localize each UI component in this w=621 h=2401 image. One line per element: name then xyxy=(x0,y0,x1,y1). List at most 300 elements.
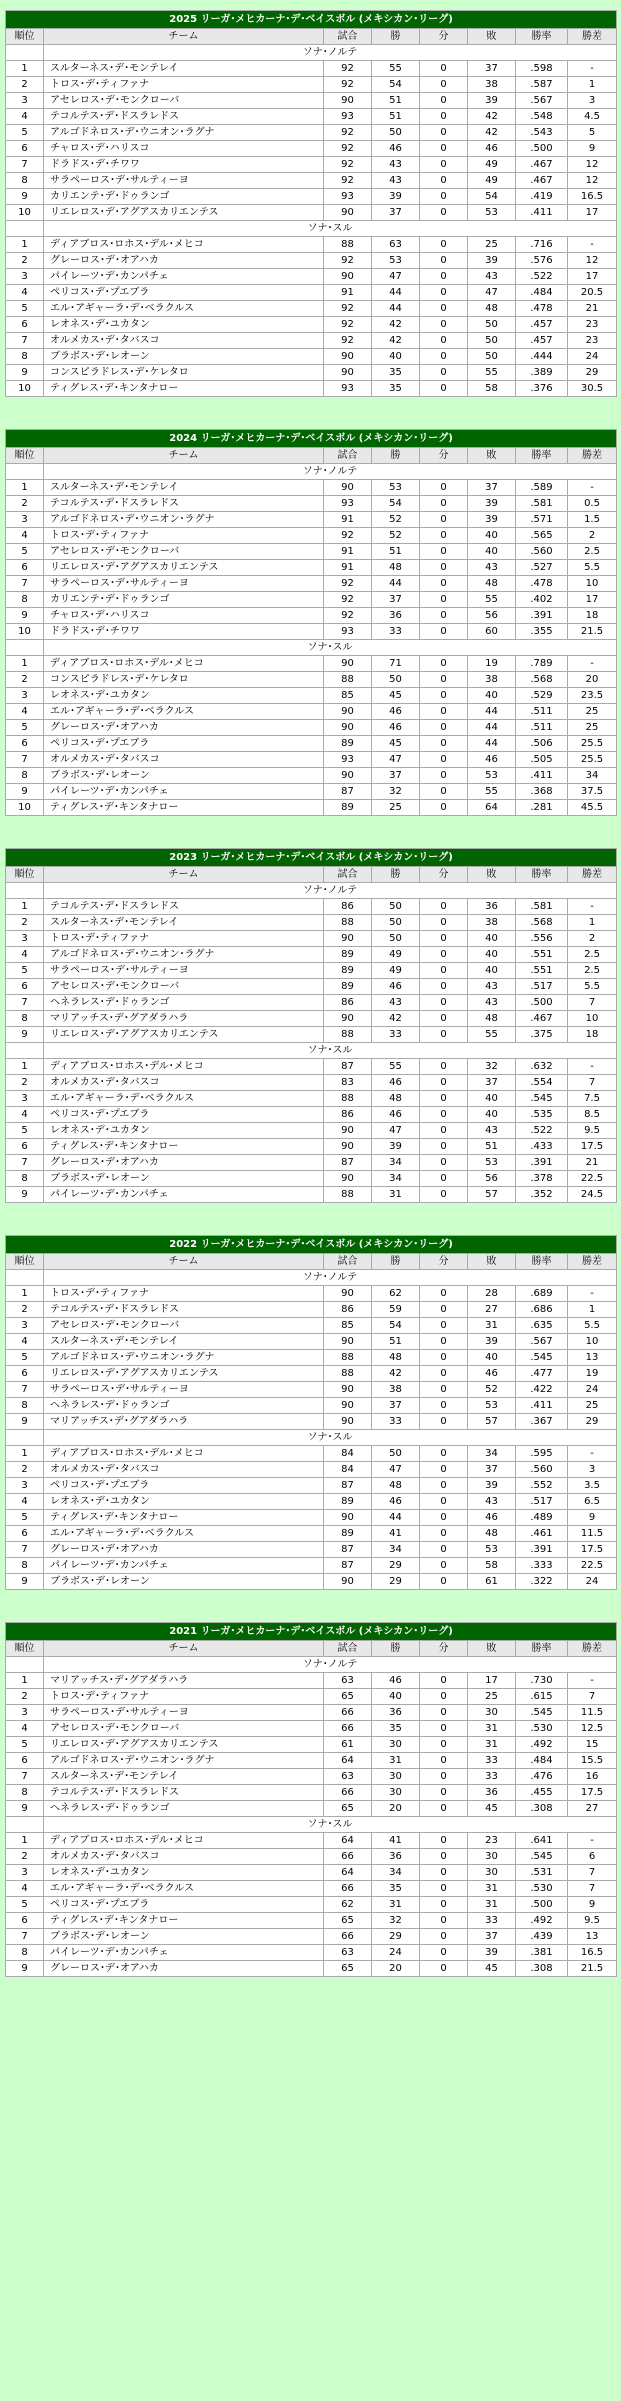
division-row xyxy=(6,221,617,237)
stat-cell: 30 xyxy=(372,1785,420,1801)
stat-cell: 9.5 xyxy=(568,1123,617,1139)
stat-cell: 0 xyxy=(420,1558,468,1574)
stat-cell: .308 xyxy=(516,1801,568,1817)
stat-cell: 37 xyxy=(468,480,516,496)
stat-cell: 0 xyxy=(420,1462,468,1478)
stat-cell: 59 xyxy=(372,1302,420,1318)
team-name: カリエンテ･デ･ドゥランゴ xyxy=(44,592,324,608)
stat-cell: 0 xyxy=(420,496,468,512)
column-header: 試合 xyxy=(324,448,372,464)
team-name: パイレーツ･デ･カンパチェ xyxy=(44,784,324,800)
stat-cell: .522 xyxy=(516,269,568,285)
team-name: アセレロス･デ･モンクローバ xyxy=(44,544,324,560)
stat-cell: 8 xyxy=(6,173,44,189)
stat-cell: 40 xyxy=(468,963,516,979)
team-name: ディアブロス･ロホス･デル･メヒコ xyxy=(44,1059,324,1075)
column-header: 順位 xyxy=(6,867,44,883)
division-spacer xyxy=(6,45,44,61)
table-row xyxy=(6,189,617,205)
team-name: レオネス･デ･ユカタン xyxy=(44,1494,324,1510)
team-name: レオネス･デ･ユカタン xyxy=(44,317,324,333)
stat-cell: 8 xyxy=(6,1945,44,1961)
team-name: ドラドス･デ･チワワ xyxy=(44,157,324,173)
stat-cell: 38 xyxy=(468,672,516,688)
stat-cell: .641 xyxy=(516,1833,568,1849)
stat-cell: - xyxy=(568,1059,617,1075)
team-name: レオネス･デ･ユカタン xyxy=(44,1123,324,1139)
stat-cell: 1 xyxy=(6,1286,44,1302)
team-name: ディアブロス･ロホス･デル･メヒコ xyxy=(44,1833,324,1849)
stat-cell: 84 xyxy=(324,1462,372,1478)
stat-cell: 45.5 xyxy=(568,800,617,816)
team-name: コンスピラドレス･デ･ケレタロ xyxy=(44,365,324,381)
table-row xyxy=(6,1865,617,1881)
stat-cell: 35 xyxy=(372,365,420,381)
stat-cell: .571 xyxy=(516,512,568,528)
stat-cell: - xyxy=(568,1673,617,1689)
table-row xyxy=(6,1753,617,1769)
table-row xyxy=(6,349,617,365)
stat-cell: 88 xyxy=(324,1187,372,1203)
stat-cell: 46 xyxy=(372,1673,420,1689)
stat-cell: 30 xyxy=(468,1705,516,1721)
stat-cell: 55 xyxy=(372,61,420,77)
stat-cell: 23.5 xyxy=(568,688,617,704)
stat-cell: 3 xyxy=(6,931,44,947)
team-name: マリアッチス･デ･グアダラハラ xyxy=(44,1414,324,1430)
team-name: サラペーロス･デ･サルティーヨ xyxy=(44,963,324,979)
team-name: グレーロス･デ･オアハカ xyxy=(44,1155,324,1171)
column-header: 勝率 xyxy=(516,448,568,464)
stat-cell: .433 xyxy=(516,1139,568,1155)
team-name: オルメカス･デ･タバスコ xyxy=(44,1462,324,1478)
column-header: 順位 xyxy=(6,1641,44,1657)
stat-cell: 48 xyxy=(372,560,420,576)
stat-cell: 0 xyxy=(420,979,468,995)
stat-cell: 34 xyxy=(568,768,617,784)
stat-cell: 11.5 xyxy=(568,1526,617,1542)
stat-cell: 0 xyxy=(420,301,468,317)
table-row xyxy=(6,301,617,317)
stat-cell: 0 xyxy=(420,1913,468,1929)
division-spacer xyxy=(6,883,44,899)
stat-cell: 93 xyxy=(324,624,372,640)
stat-cell: 1 xyxy=(6,1673,44,1689)
table-row xyxy=(6,1801,617,1817)
stat-cell: 25 xyxy=(568,704,617,720)
stat-cell: 54 xyxy=(372,77,420,93)
stat-cell: 6 xyxy=(6,1366,44,1382)
stat-cell: 5.5 xyxy=(568,979,617,995)
stat-cell: 42 xyxy=(372,317,420,333)
stat-cell: .589 xyxy=(516,480,568,496)
division-spacer xyxy=(6,640,44,656)
stat-cell: 0 xyxy=(420,1059,468,1075)
stat-cell: 17.5 xyxy=(568,1139,617,1155)
stat-cell: 37 xyxy=(372,205,420,221)
stat-cell: 38 xyxy=(468,77,516,93)
column-header: 勝差 xyxy=(568,448,617,464)
stat-cell: 91 xyxy=(324,560,372,576)
stat-cell: 39 xyxy=(468,253,516,269)
stat-cell: 6 xyxy=(6,1913,44,1929)
team-name: トロス･デ･ティファナ xyxy=(44,528,324,544)
stat-cell: 45 xyxy=(372,688,420,704)
stat-cell: 0 xyxy=(420,947,468,963)
division-row xyxy=(6,640,617,656)
stat-cell: 34 xyxy=(372,1865,420,1881)
stat-cell: 10 xyxy=(568,1011,617,1027)
table-row xyxy=(6,333,617,349)
stat-cell: 65 xyxy=(324,1913,372,1929)
stat-cell: 6 xyxy=(6,1139,44,1155)
stat-cell: 46 xyxy=(468,141,516,157)
stat-cell: .467 xyxy=(516,1011,568,1027)
stat-cell: 52 xyxy=(372,528,420,544)
stat-cell: 0 xyxy=(420,109,468,125)
stat-cell: 87 xyxy=(324,1558,372,1574)
team-name: ティグレス･デ･キンタナロー xyxy=(44,381,324,397)
team-name: トロス･デ･ティファナ xyxy=(44,931,324,947)
stat-cell: 0 xyxy=(420,349,468,365)
division-name: ソナ･ノルテ xyxy=(44,464,617,480)
column-header: 試合 xyxy=(324,1641,372,1657)
stat-cell: 87 xyxy=(324,784,372,800)
stat-cell: 90 xyxy=(324,931,372,947)
stat-cell: .422 xyxy=(516,1382,568,1398)
stat-cell: 11.5 xyxy=(568,1705,617,1721)
stat-cell: 30 xyxy=(468,1865,516,1881)
team-name: ドラドス･デ･チワワ xyxy=(44,624,324,640)
stat-cell: 90 xyxy=(324,704,372,720)
stat-cell: 50 xyxy=(372,899,420,915)
stat-cell: 63 xyxy=(324,1945,372,1961)
stat-cell: 5 xyxy=(6,125,44,141)
stat-cell: 8 xyxy=(6,1398,44,1414)
stat-cell: 55 xyxy=(468,365,516,381)
stat-cell: 41 xyxy=(372,1833,420,1849)
stat-cell: 55 xyxy=(468,592,516,608)
stat-cell: 43 xyxy=(468,269,516,285)
stat-cell: 40 xyxy=(468,1107,516,1123)
stat-cell: 2 xyxy=(6,1689,44,1705)
stat-cell: 24 xyxy=(372,1945,420,1961)
stat-cell: 9 xyxy=(568,1510,617,1526)
stat-cell: 92 xyxy=(324,77,372,93)
stat-cell: 10 xyxy=(6,205,44,221)
stat-cell: 90 xyxy=(324,768,372,784)
stat-cell: 9 xyxy=(6,1801,44,1817)
division-row xyxy=(6,464,617,480)
stat-cell: 37 xyxy=(468,1929,516,1945)
stat-cell: 18 xyxy=(568,1027,617,1043)
stat-cell: 0 xyxy=(420,253,468,269)
stat-cell: 0 xyxy=(420,1382,468,1398)
stat-cell: 5 xyxy=(6,1897,44,1913)
stat-cell: 55 xyxy=(468,1027,516,1043)
column-header: 分 xyxy=(420,448,468,464)
stat-cell: 66 xyxy=(324,1721,372,1737)
table-row xyxy=(6,1091,617,1107)
stat-cell: .545 xyxy=(516,1091,568,1107)
stat-cell: 49 xyxy=(468,173,516,189)
stat-cell: 47 xyxy=(372,752,420,768)
table-row xyxy=(6,784,617,800)
team-name: パイレーツ･デ･カンパチェ xyxy=(44,1187,324,1203)
stat-cell: 48 xyxy=(468,1526,516,1542)
stat-cell: .368 xyxy=(516,784,568,800)
team-name: レオネス･デ･ユカタン xyxy=(44,688,324,704)
stat-cell: 6 xyxy=(6,141,44,157)
stat-cell: 0 xyxy=(420,560,468,576)
stat-cell: 88 xyxy=(324,237,372,253)
stat-cell: 8.5 xyxy=(568,1107,617,1123)
team-name: サラペーロス･デ･サルティーヨ xyxy=(44,576,324,592)
stat-cell: 55 xyxy=(372,1059,420,1075)
stat-cell: .411 xyxy=(516,205,568,221)
team-name: テコルテス･デ･ドスラレドス xyxy=(44,109,324,125)
stat-cell: 7 xyxy=(6,1929,44,1945)
stat-cell: .492 xyxy=(516,1737,568,1753)
stat-cell: 2 xyxy=(6,1462,44,1478)
table-row xyxy=(6,736,617,752)
stat-cell: .467 xyxy=(516,157,568,173)
stat-cell: .535 xyxy=(516,1107,568,1123)
column-header: 勝率 xyxy=(516,1641,568,1657)
stat-cell: - xyxy=(568,1286,617,1302)
division-spacer xyxy=(6,1043,44,1059)
stat-cell: 52 xyxy=(372,512,420,528)
stat-cell: 17 xyxy=(568,269,617,285)
stat-cell: 0 xyxy=(420,1689,468,1705)
stat-cell: 91 xyxy=(324,285,372,301)
stat-cell: 0 xyxy=(420,704,468,720)
stat-cell: 0 xyxy=(420,1929,468,1945)
column-header: 試合 xyxy=(324,867,372,883)
stat-cell: 42 xyxy=(372,1011,420,1027)
stat-cell: 37 xyxy=(468,1462,516,1478)
stat-cell: 0 xyxy=(420,899,468,915)
stat-cell: 90 xyxy=(324,365,372,381)
stat-cell: 0 xyxy=(420,1318,468,1334)
stat-cell: 0 xyxy=(420,365,468,381)
stat-cell: 0 xyxy=(420,1446,468,1462)
stat-cell: 0 xyxy=(420,1753,468,1769)
stat-cell: .492 xyxy=(516,1913,568,1929)
stat-cell: 7 xyxy=(6,752,44,768)
stat-cell: 22.5 xyxy=(568,1171,617,1187)
stat-cell: 0 xyxy=(420,1123,468,1139)
stat-cell: 5 xyxy=(6,1123,44,1139)
stat-cell: .568 xyxy=(516,672,568,688)
stat-cell: 1 xyxy=(568,915,617,931)
table-row xyxy=(6,560,617,576)
stat-cell: 5 xyxy=(6,1737,44,1753)
stat-cell: 0 xyxy=(420,1721,468,1737)
team-name: ディアブロス･ロホス･デル･メヒコ xyxy=(44,656,324,672)
stat-cell: 33 xyxy=(468,1913,516,1929)
stat-cell: .789 xyxy=(516,656,568,672)
team-name: アセレロス･デ･モンクローバ xyxy=(44,1318,324,1334)
stat-cell: 23 xyxy=(568,317,617,333)
stat-cell: 58 xyxy=(468,381,516,397)
stat-cell: 0 xyxy=(420,736,468,752)
stat-cell: 2 xyxy=(6,1302,44,1318)
team-name: オルメカス･デ･タバスコ xyxy=(44,1075,324,1091)
stat-cell: 0 xyxy=(420,1801,468,1817)
stat-cell: 9 xyxy=(6,1027,44,1043)
stat-cell: 0 xyxy=(420,608,468,624)
division-name: ソナ･スル xyxy=(44,1817,617,1833)
table-row xyxy=(6,496,617,512)
stat-cell: 39 xyxy=(468,496,516,512)
stat-cell: 48 xyxy=(372,1091,420,1107)
column-header: 分 xyxy=(420,867,468,883)
stat-cell: 1 xyxy=(568,1302,617,1318)
stat-cell: 87 xyxy=(324,1059,372,1075)
stat-cell: 92 xyxy=(324,528,372,544)
table-row xyxy=(6,704,617,720)
stat-cell: 35 xyxy=(372,381,420,397)
stat-cell: 0 xyxy=(420,381,468,397)
stat-cell: 37 xyxy=(372,1398,420,1414)
table-row xyxy=(6,688,617,704)
stat-cell: 63 xyxy=(372,237,420,253)
stat-cell: 7 xyxy=(6,1382,44,1398)
stat-cell: 17.5 xyxy=(568,1542,617,1558)
stat-cell: 50 xyxy=(372,1446,420,1462)
team-name: ティグレス･デ･キンタナロー xyxy=(44,1139,324,1155)
team-name: テコルテス･デ･ドスラレドス xyxy=(44,1785,324,1801)
table-row xyxy=(6,899,617,915)
stat-cell: 92 xyxy=(324,317,372,333)
table-row xyxy=(6,1833,617,1849)
stat-cell: .560 xyxy=(516,544,568,560)
stat-cell: 42 xyxy=(468,109,516,125)
stat-cell: 10 xyxy=(568,1334,617,1350)
table-row xyxy=(6,1350,617,1366)
stat-cell: 43 xyxy=(372,173,420,189)
table-row xyxy=(6,931,617,947)
stat-cell: 88 xyxy=(324,1027,372,1043)
team-name: ヘネラレス･デ･ドゥランゴ xyxy=(44,995,324,1011)
stat-cell: 9 xyxy=(6,784,44,800)
stat-cell: 2 xyxy=(568,528,617,544)
stat-cell: 12 xyxy=(568,157,617,173)
stat-cell: 0 xyxy=(420,285,468,301)
stat-cell: .635 xyxy=(516,1318,568,1334)
team-name: サラペーロス･デ･サルティーヨ xyxy=(44,1705,324,1721)
table-row xyxy=(6,1721,617,1737)
stat-cell: 36 xyxy=(372,1849,420,1865)
stat-cell: .467 xyxy=(516,173,568,189)
stat-cell: 23 xyxy=(568,333,617,349)
stat-cell: 92 xyxy=(324,125,372,141)
stat-cell: 43 xyxy=(468,979,516,995)
stat-cell: 7 xyxy=(6,995,44,1011)
table-row xyxy=(6,381,617,397)
stat-cell: 39 xyxy=(468,512,516,528)
stat-cell: 0 xyxy=(420,931,468,947)
stat-cell: 53 xyxy=(468,1542,516,1558)
stat-cell: 21.5 xyxy=(568,1961,617,1977)
table-row xyxy=(6,1510,617,1526)
column-header: 分 xyxy=(420,29,468,45)
stat-cell: 53 xyxy=(372,480,420,496)
standings-table xyxy=(5,1622,617,1977)
table-row xyxy=(6,1155,617,1171)
stat-cell: 65 xyxy=(324,1689,372,1705)
table-row xyxy=(6,544,617,560)
stat-cell: 50 xyxy=(372,125,420,141)
stat-cell: 0 xyxy=(420,205,468,221)
team-name: レオネス･デ･ユカタン xyxy=(44,1865,324,1881)
stat-cell: 46 xyxy=(372,704,420,720)
stat-cell: 86 xyxy=(324,899,372,915)
table-row xyxy=(6,1123,617,1139)
stat-cell: 0 xyxy=(420,995,468,1011)
table-row xyxy=(6,768,617,784)
stat-cell: 27 xyxy=(568,1801,617,1817)
stat-cell: .567 xyxy=(516,1334,568,1350)
team-name: マリアッチス･デ･グアダラハラ xyxy=(44,1011,324,1027)
table-row xyxy=(6,1881,617,1897)
stat-cell: .543 xyxy=(516,125,568,141)
team-name: オルメカス･デ･タバスコ xyxy=(44,333,324,349)
stat-cell: - xyxy=(568,1833,617,1849)
stat-cell: .439 xyxy=(516,1929,568,1945)
stat-cell: .333 xyxy=(516,1558,568,1574)
table-row xyxy=(6,480,617,496)
stat-cell: 44 xyxy=(468,720,516,736)
stat-cell: 3 xyxy=(6,1865,44,1881)
stat-cell: 92 xyxy=(324,173,372,189)
stat-cell: 33 xyxy=(372,1414,420,1430)
stat-cell: 20 xyxy=(568,672,617,688)
stat-cell: .689 xyxy=(516,1286,568,1302)
team-name: アルゴドネロス･デ･ウニオン･ラグナ xyxy=(44,1350,324,1366)
stat-cell: 16.5 xyxy=(568,1945,617,1961)
stat-cell: 29 xyxy=(568,365,617,381)
stat-cell: 0 xyxy=(420,157,468,173)
stat-cell: 39 xyxy=(468,1334,516,1350)
stat-cell: 2 xyxy=(6,672,44,688)
header-row xyxy=(6,1641,617,1657)
stat-cell: 29 xyxy=(372,1929,420,1945)
stat-cell: 31 xyxy=(468,1318,516,1334)
stat-cell: 4 xyxy=(6,1881,44,1897)
stat-cell: 24 xyxy=(568,1574,617,1590)
stat-cell: .389 xyxy=(516,365,568,381)
stat-cell: 33 xyxy=(468,1769,516,1785)
stat-cell: 20.5 xyxy=(568,285,617,301)
team-name: エル･アギャーラ･デ･ベラクルス xyxy=(44,1091,324,1107)
stat-cell: 57 xyxy=(468,1187,516,1203)
stat-cell: 0 xyxy=(420,480,468,496)
stat-cell: 55 xyxy=(468,784,516,800)
stat-cell: 56 xyxy=(468,608,516,624)
division-name: ソナ･スル xyxy=(44,1043,617,1059)
stat-cell: 91 xyxy=(324,512,372,528)
stat-cell: 2 xyxy=(6,1849,44,1865)
stat-cell: 66 xyxy=(324,1705,372,1721)
stat-cell: 91 xyxy=(324,544,372,560)
column-header: チーム xyxy=(44,448,324,464)
header-row xyxy=(6,1254,617,1270)
stat-cell: .489 xyxy=(516,1510,568,1526)
stat-cell: 0 xyxy=(420,1187,468,1203)
stat-cell: .375 xyxy=(516,1027,568,1043)
